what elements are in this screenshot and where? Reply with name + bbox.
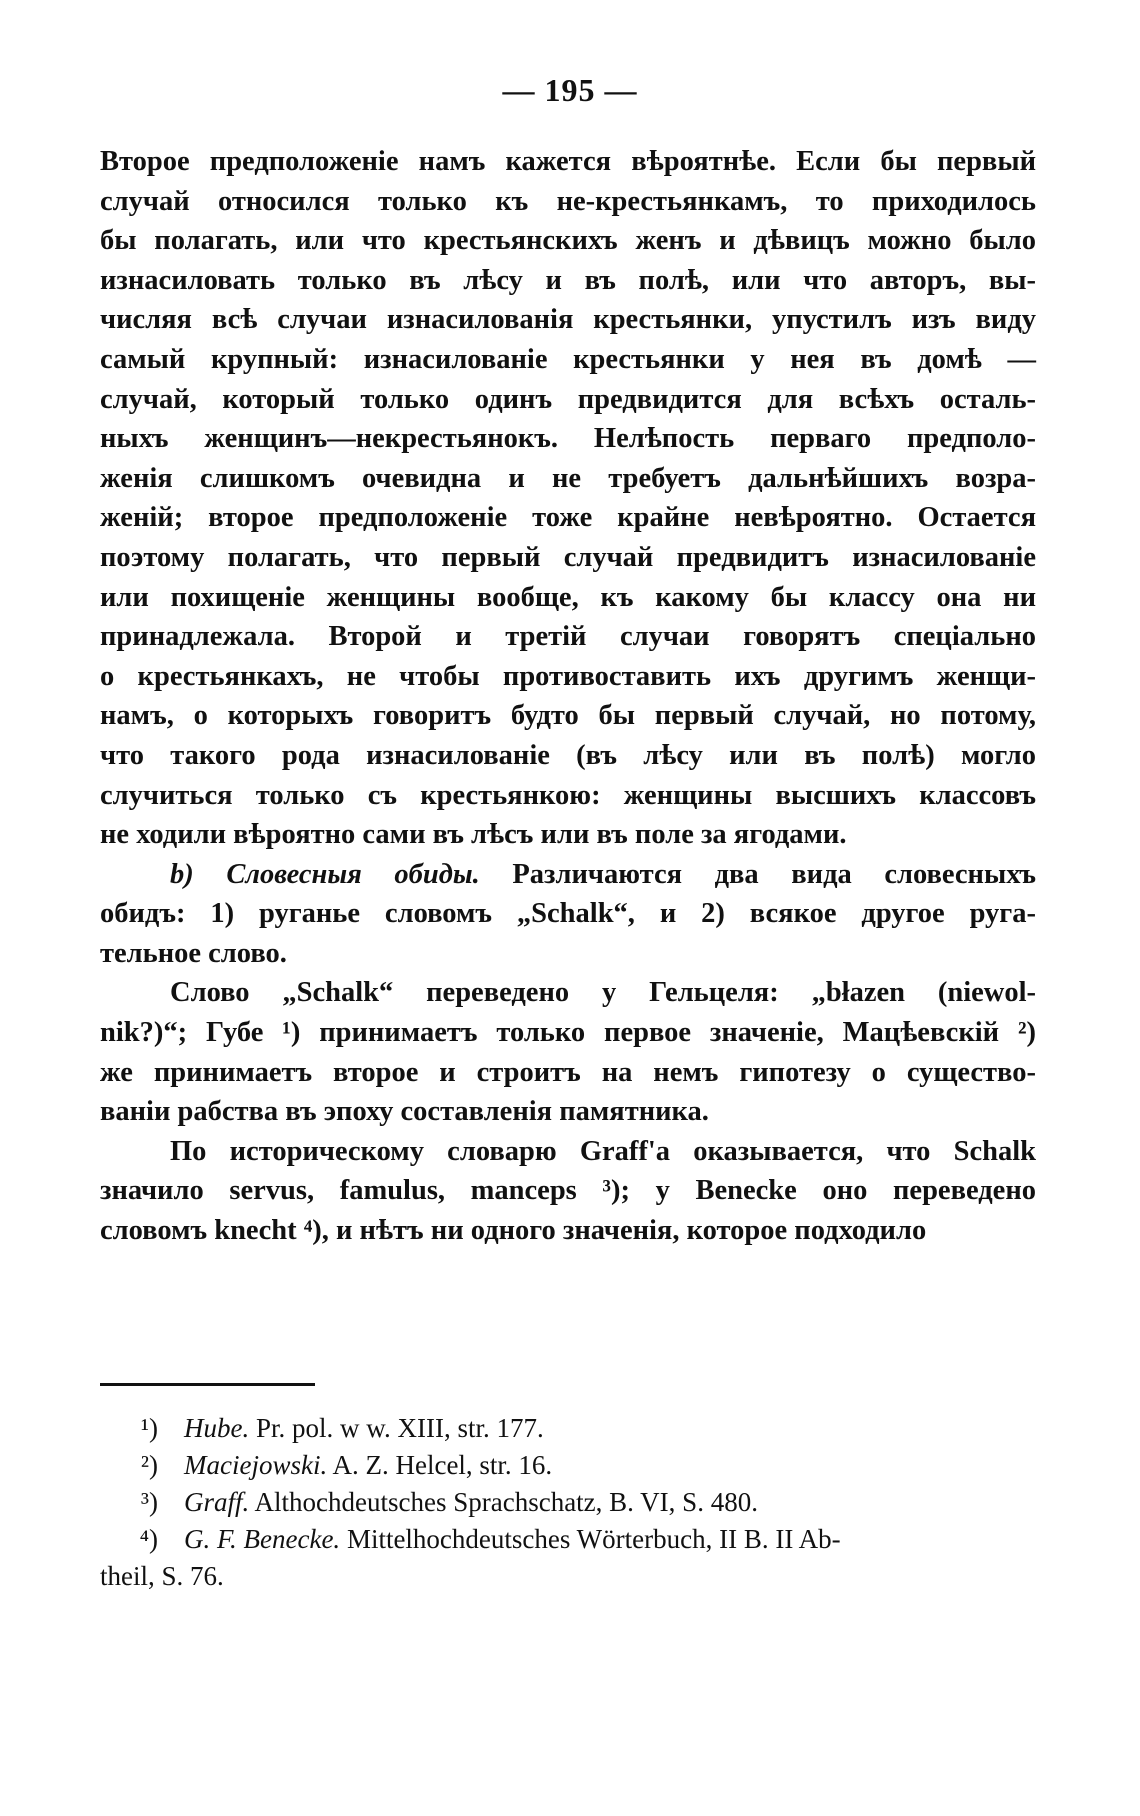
footnote-marker: ¹) (140, 1413, 158, 1443)
text-line: случай относился только къ не-крестьянкамъ, то приходилось (100, 185, 1036, 217)
footnote-author: Hube. (184, 1413, 250, 1443)
text-line: изнасиловать только въ лѣсу и въ полѣ, или что авторъ, вы- (100, 264, 1036, 296)
text-line: же принимаетъ второе и строитъ на немъ гипотезу о существо- (100, 1056, 1036, 1088)
text-line: nik?)“; Губе ¹) принимаетъ только первое значеніе, Мацѣевскій ²) (100, 1017, 1036, 1049)
paragraph (100, 1132, 1036, 1251)
text-line: Второе предположеніе намъ кажется вѣроятнѣе. Если бы первый (100, 146, 1036, 177)
text-line: тельное слово. (100, 937, 287, 969)
text-line: что такого рода изнасилованіе (въ лѣсу или въ полѣ) могло (100, 739, 1036, 771)
text-line: или похищеніе женщины вообще, къ какому бы классу она ни (100, 581, 1036, 613)
text-line: словомъ knecht ⁴), и нѣтъ ни одного значенія, которое подходило (100, 1215, 927, 1247)
text-line: случиться только съ крестьянкою: женщины высшихъ классовъ (100, 779, 1036, 811)
text-line: женій; второе предположеніе тоже крайне невѣроятно. Остается (100, 502, 1036, 534)
text-line: о крестьянкахъ, не чтобы противоставить ихъ другимъ женщи- (100, 660, 1036, 692)
footnote (100, 1447, 1036, 1484)
body-text (100, 142, 1036, 1251)
text-line: b) Словесныя обиды. Различаются два вида словесныхъ (170, 858, 1037, 890)
footnote-author: Maciejowski. (184, 1450, 328, 1480)
footnote-author: G. F. Benecke. (184, 1524, 341, 1554)
paragraph (100, 142, 1036, 855)
footnote-continuation: theil, S. 76. (100, 1561, 224, 1591)
footnote-text: Althochdeutsches Sprachschatz, B. VI, S. 480. (249, 1487, 758, 1517)
text-line: намъ, о которыхъ говоритъ будто бы первый случай, но потому, (100, 700, 1036, 732)
text-line: бы полагать, или что крестьянскихъ женъ и дѣвицъ можно было (100, 225, 1036, 257)
footnote (100, 1521, 1036, 1558)
footnote-separator (100, 1383, 315, 1386)
footnote-text: Mittelhochdeutsches Wörterbuch, II B. II Ab- (340, 1524, 841, 1554)
text-line: случай, который только одинъ предвидится для всѣхъ осталь- (100, 383, 1036, 415)
paragraph (100, 973, 1036, 1131)
section-heading: b) Словесныя обиды. (170, 858, 480, 890)
page-number: — 195 — (502, 72, 638, 108)
text-line: Слово „Schalk“ переведено у Гельцеля: „błazen (niewol- (170, 977, 1036, 1009)
footnote-marker: ³) (140, 1487, 158, 1517)
footnotes (100, 1410, 1036, 1595)
footnote-marker: ²) (140, 1450, 158, 1480)
text-line: женія слишкомъ очевидна и не требуетъ дальнѣйшихъ возра- (100, 462, 1036, 494)
text-line: самый крупный: изнасилованіе крестьянки у нея въ домѣ — (100, 343, 1036, 375)
text-line: ныхъ женщинъ—некрестьянокъ. Нелѣпость перваго предполо- (100, 423, 1036, 455)
footnote (100, 1410, 1036, 1447)
footnote-text: A. Z. Helcel, str. 16. (327, 1450, 553, 1480)
footnote (100, 1484, 1036, 1521)
footnote-author: Graff. (184, 1487, 250, 1517)
text-line: ваніи рабства въ эпоху составленія памятника. (100, 1096, 709, 1128)
text-line: По историческому словарю Graff'а оказывается, что Schalk (170, 1135, 1036, 1167)
text-line: не ходили вѣроятно сами въ лѣсъ или въ поле за ягодами. (100, 819, 847, 851)
text-line: принадлежала. Второй и третій случаи говорятъ спеціально (100, 621, 1036, 653)
text-line: числяя всѣ случаи изнасилованія крестьянки, упустилъ изъ виду (100, 304, 1036, 336)
footnote-text: Pr. pol. w w. XIII, str. 177. (249, 1413, 544, 1443)
text-line: обидъ: 1) руганье словомъ „Schalk“, и 2) всякое другое руга- (100, 898, 1036, 930)
text-line: значило servus, famulus, manceps ³); у Benecke оно переведено (100, 1175, 1036, 1207)
text-line: поэтому полагать, что первый случай предвидитъ изнасилованіе (100, 541, 1036, 573)
footnote-marker: ⁴) (139, 1524, 158, 1554)
paragraph (100, 855, 1036, 974)
